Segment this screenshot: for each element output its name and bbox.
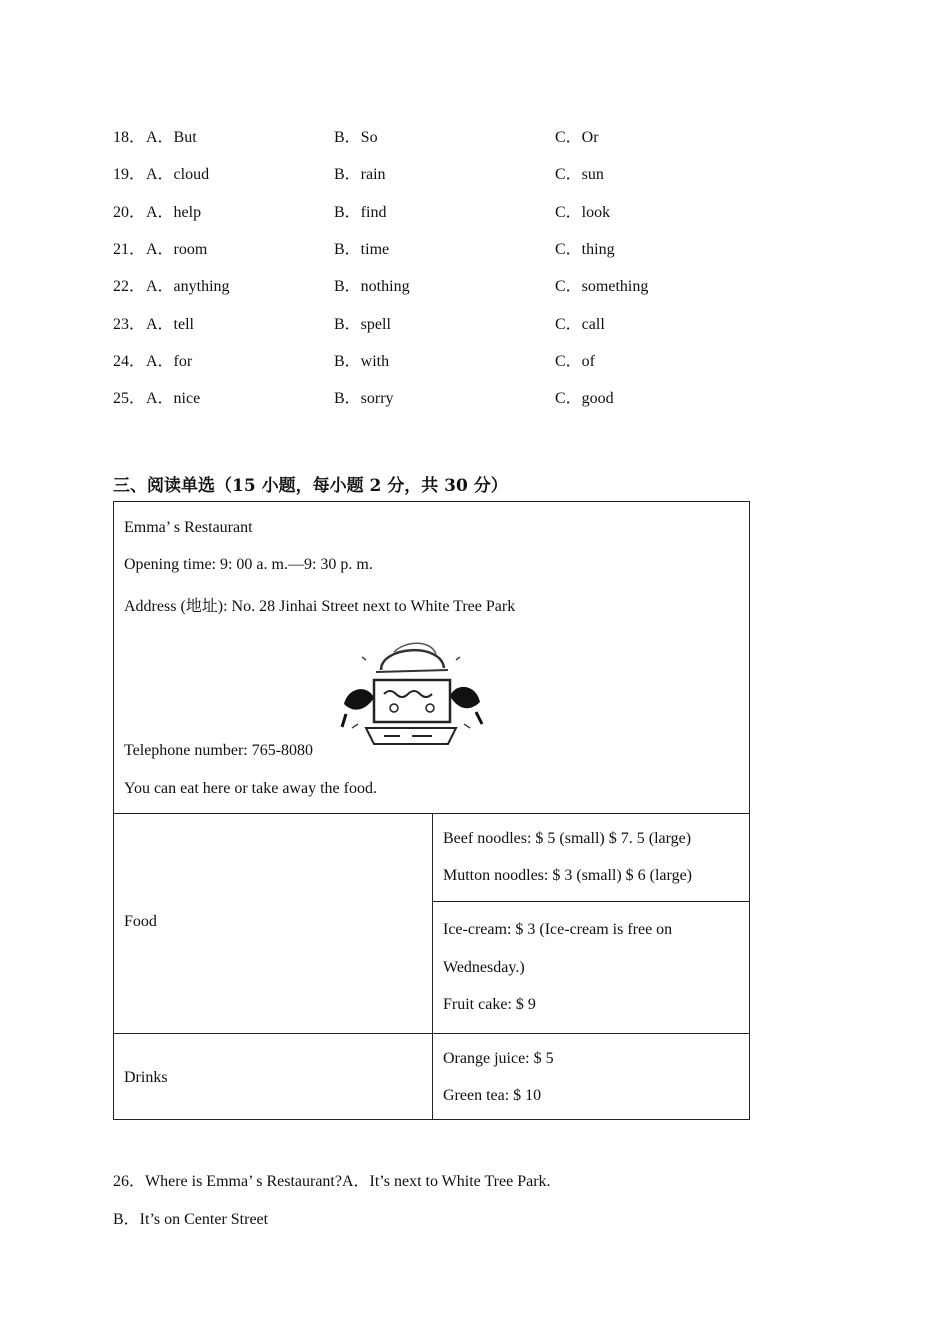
option-row [113, 236, 813, 260]
menu-item: Ice-cream: $ 3 (Ice-cream is free on [443, 921, 673, 938]
restaurant-sign-illustration [336, 632, 486, 757]
section-title: 三、阅读单选（15 小题，每小题 2 分，共 30 分） [113, 476, 508, 496]
menu-item: Mutton noodles: $ 3 (small) $ 6 (large) [443, 867, 692, 884]
option-row [113, 273, 813, 297]
question-number: 18． [113, 129, 146, 146]
option-a: A．help [146, 204, 202, 221]
option-c: C．of [555, 353, 596, 370]
telephone-number: Telephone number: 765-8080 [124, 742, 314, 759]
question-number: 24． [113, 353, 146, 370]
option-c: C．look [555, 204, 611, 221]
menu-item: Orange juice: $ 5 [443, 1050, 554, 1067]
opening-time: Opening time: 9: 00 a. m.—9: 30 p. m. [124, 556, 373, 573]
option-a: A．anything [146, 278, 230, 295]
option-b: B．spell [334, 316, 391, 333]
option-row [113, 311, 813, 335]
question-number: 25． [113, 390, 146, 407]
option-c: C．sun [555, 166, 604, 183]
option-b: B．sorry [334, 390, 394, 407]
option-a: A．cloud [146, 166, 210, 183]
takeaway-note: You can eat here or take away the food. [124, 780, 377, 797]
option-a: A．But [146, 129, 197, 146]
divider [114, 1033, 749, 1034]
restaurant-name: Emma’ s Restaurant [124, 519, 253, 536]
menu-item: Green tea: $ 10 [443, 1087, 542, 1104]
option-b: B．So [334, 129, 378, 146]
option-row [113, 161, 813, 185]
option-c: C．good [555, 390, 614, 407]
option-b: B．rain [334, 166, 386, 183]
option-c: C．Or [555, 129, 599, 146]
menu-item: Fruit cake: $ 9 [443, 996, 536, 1013]
question-stem: 26．Where is Emma’ s Restaurant?A．It’s next to White Tree Park. [113, 1173, 551, 1190]
option-row [113, 385, 813, 409]
menu-item: Beef noodles: $ 5 (small) $ 7. 5 (large) [443, 830, 692, 847]
option-c: C．call [555, 316, 605, 333]
option-b: B．nothing [334, 278, 410, 295]
food-label: Food [124, 913, 157, 930]
option-b: B．with [334, 353, 390, 370]
option-a: A．tell [146, 316, 194, 333]
question-option-b: B．It’s on Center Street [113, 1211, 269, 1228]
question-number: 21． [113, 241, 146, 258]
option-c: C．something [555, 278, 649, 295]
drinks-label: Drinks [124, 1069, 168, 1086]
menu-item: Wednesday.) [443, 959, 525, 976]
question-number: 22． [113, 278, 146, 295]
address: Address (地址): No. 28 Jinhai Street next to White Tree Park [124, 598, 516, 615]
option-b: B．time [334, 241, 390, 258]
divider [432, 901, 749, 902]
question-number: 23． [113, 316, 146, 333]
option-row [113, 348, 813, 372]
restaurant-card [113, 501, 750, 1120]
divider [432, 813, 433, 1119]
option-a: A．room [146, 241, 208, 258]
option-row [113, 199, 813, 223]
option-row [113, 124, 813, 148]
option-b: B．find [334, 204, 387, 221]
option-c: C．thing [555, 241, 615, 258]
option-a: A．for [146, 353, 193, 370]
question-number: 20． [113, 204, 146, 221]
question-number: 19． [113, 166, 146, 183]
option-a: A．nice [146, 390, 201, 407]
